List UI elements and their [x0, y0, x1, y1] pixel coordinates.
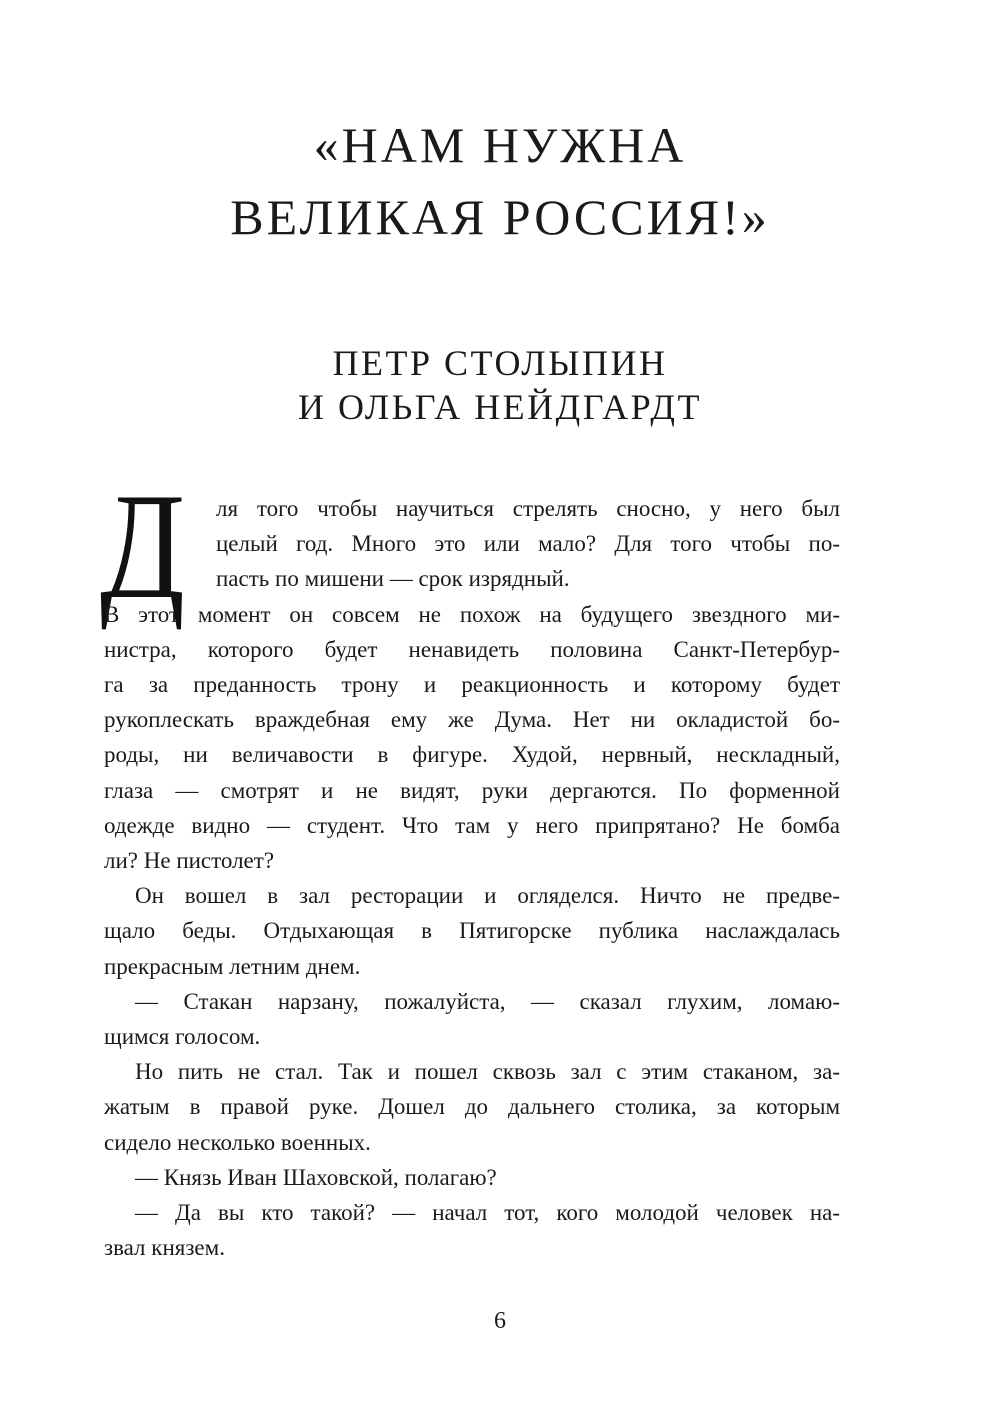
text-line: рукоплескать враждебная ему же Дума. Нет ни окладистой бо-	[104, 707, 840, 733]
text-line: щало беды. Отдыхающая в Пятигорске публика наслаждалась	[104, 918, 840, 944]
text-line: щимся голосом.	[104, 1024, 261, 1049]
text-line: га за преданность трону и реакционность и которому будет	[104, 672, 840, 697]
text-line: В этот момент он совсем не похож на будущего звездного ми-	[104, 601, 840, 627]
text-line: одежде видно — студент. Что там у него припрятано? Не бомба	[104, 812, 840, 838]
text-line: пасть по мишени — срок изрядный.	[216, 566, 570, 592]
text-line: нистра, которого будет ненавидеть половина Санкт-Петербур-	[104, 636, 840, 662]
text-line: целый год. Много это или мало? Для того чтобы по-	[216, 531, 840, 557]
text-line: Он вошел в зал ресторации и огляделся. Ничто не предве-	[135, 883, 840, 909]
chapter-title-line-2: ВЕЛИКАЯ РОССИЯ!»	[230, 189, 770, 245]
text-line: прекрасным летним днем.	[104, 953, 361, 979]
text-line: ли? Не пистолет?	[104, 848, 275, 873]
text-line: Но пить не стал. Так и пошел сквозь зал с этим стаканом, за-	[135, 1059, 840, 1085]
text-line: глаза — смотрят и не видят, руки дергаются. По форменной	[104, 777, 840, 803]
page-number: 6	[494, 1308, 506, 1334]
text-line: роды, ни величавости в фигуре. Худой, нервный, нескладный,	[104, 742, 840, 768]
text-line: звал князем.	[104, 1235, 225, 1261]
drop-cap: Д	[100, 462, 186, 630]
chapter-subtitle-line-1: ПЕТР СТОЛЫПИН	[332, 343, 668, 383]
text-line: — Князь Иван Шаховской, полагаю?	[135, 1164, 497, 1190]
text-line: — Стакан нарзану, пожалуйста, — сказал глухим, ломаю-	[135, 988, 840, 1014]
text-line: сидело несколько военных.	[104, 1129, 371, 1155]
chapter-subtitle-line-2: И ОЛЬГА НЕЙДГАРДТ	[298, 387, 702, 427]
text-line: жатым в правой руке. Дошел до дальнего столика, за которым	[104, 1094, 840, 1120]
text-line: ля того чтобы научиться стрелять сносно, у него был	[216, 496, 840, 521]
text-line: — Да вы кто такой? — начал тот, кого молодой человек на-	[135, 1200, 840, 1225]
chapter-title-line-1: «НАМ НУЖНА	[313, 117, 687, 173]
